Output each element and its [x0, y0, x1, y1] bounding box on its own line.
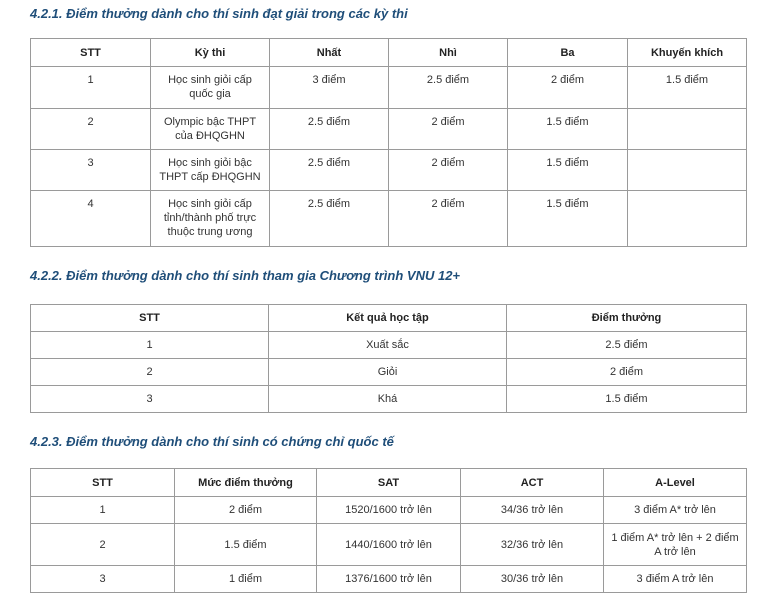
table-cell: 1 điểm	[175, 566, 317, 593]
vnu12-table	[30, 304, 747, 413]
table-cell: 2.5 điểm	[270, 109, 389, 150]
table-cell: 2 điểm	[389, 109, 508, 150]
column-header: Kết quả học tập	[269, 305, 507, 332]
table-cell: 3 điểm	[270, 67, 389, 109]
table-row	[31, 109, 747, 150]
table-cell: 1.5 điểm	[508, 109, 628, 150]
table-cell: Học sinh giỏi cấp quốc gia	[151, 67, 270, 109]
table-cell: 2	[31, 524, 175, 566]
column-header: Ba	[508, 39, 628, 67]
section-title-vnu12: 4.2.2. Điểm thưởng dành cho thí sinh tham gia Chương trình VNU 12+	[30, 268, 461, 283]
table-cell: 2 điểm	[175, 497, 317, 524]
table-cell: 3	[31, 386, 269, 413]
column-header: STT	[31, 39, 151, 67]
table-cell: 3 điểm A trở lên	[604, 566, 747, 593]
table-cell: 1.5 điểm	[508, 150, 628, 191]
table-cell: 2 điểm	[389, 150, 508, 191]
table-cell: 2.5 điểm	[507, 332, 747, 359]
column-header: Kỳ thi	[151, 39, 270, 67]
table-cell	[628, 150, 747, 191]
table-cell: 2.5 điểm	[270, 150, 389, 191]
table-cell: Học sinh giỏi bậc THPT cấp ĐHQGHN	[151, 150, 270, 191]
table-cell: 1520/1600 trở lên	[317, 497, 461, 524]
column-header: STT	[31, 469, 175, 497]
table-cell: 1440/1600 trở lên	[317, 524, 461, 566]
column-header: Khuyến khích	[628, 39, 747, 67]
table-cell: 1	[31, 332, 269, 359]
table-cell	[628, 191, 747, 247]
table-cell	[628, 109, 747, 150]
table-cell: 1 điểm A* trở lên + 2 điểm A trở lên	[604, 524, 747, 566]
column-header: Mức điểm thưởng	[175, 469, 317, 497]
table-cell: Olympic bậc THPT của ĐHQGHN	[151, 109, 270, 150]
column-header: SAT	[317, 469, 461, 497]
awards-table	[30, 38, 747, 247]
section-title-certificates: 4.2.3. Điểm thưởng dành cho thí sinh có chứng chỉ quốc tế	[30, 434, 394, 449]
table-cell: 3	[31, 566, 175, 593]
table-cell: Xuất sắc	[269, 332, 507, 359]
table-cell: 30/36 trở lên	[461, 566, 604, 593]
table-row	[31, 386, 747, 413]
table-cell: 2 điểm	[389, 191, 508, 247]
table-cell: 34/36 trở lên	[461, 497, 604, 524]
column-header: ACT	[461, 469, 604, 497]
table-row	[31, 359, 747, 386]
column-header: Nhì	[389, 39, 508, 67]
table-header-row	[31, 305, 747, 332]
table-cell: 2	[31, 359, 269, 386]
table-header-row	[31, 469, 747, 497]
column-header: Điểm thưởng	[507, 305, 747, 332]
table-header-row	[31, 39, 747, 67]
table-row	[31, 524, 747, 566]
column-header: Nhất	[270, 39, 389, 67]
table-cell: 2 điểm	[507, 359, 747, 386]
certificates-table	[30, 468, 747, 593]
section-title-awards: 4.2.1. Điểm thưởng dành cho thí sinh đạt giải trong các kỳ thi	[30, 6, 408, 21]
table-cell: Học sinh giỏi cấp tỉnh/thành phố trực thuộc trung ương	[151, 191, 270, 247]
table-cell: Khá	[269, 386, 507, 413]
table-row	[31, 67, 747, 109]
table-cell: 1.5 điểm	[508, 191, 628, 247]
table-cell: 1376/1600 trở lên	[317, 566, 461, 593]
table-cell: 3	[31, 150, 151, 191]
column-header: A-Level	[604, 469, 747, 497]
table-row	[31, 566, 747, 593]
table-cell: 1	[31, 497, 175, 524]
column-header: STT	[31, 305, 269, 332]
table-cell: 1	[31, 67, 151, 109]
table-cell: Giỏi	[269, 359, 507, 386]
table-cell: 1.5 điểm	[628, 67, 747, 109]
table-row	[31, 150, 747, 191]
table-row	[31, 497, 747, 524]
table-cell: 2.5 điểm	[389, 67, 508, 109]
table-cell: 32/36 trở lên	[461, 524, 604, 566]
table-row	[31, 332, 747, 359]
table-cell: 4	[31, 191, 151, 247]
table-row	[31, 191, 747, 247]
table-cell: 1.5 điểm	[507, 386, 747, 413]
table-cell: 3 điểm A* trở lên	[604, 497, 747, 524]
table-cell: 2.5 điểm	[270, 191, 389, 247]
table-cell: 2 điểm	[508, 67, 628, 109]
table-cell: 1.5 điểm	[175, 524, 317, 566]
table-cell: 2	[31, 109, 151, 150]
